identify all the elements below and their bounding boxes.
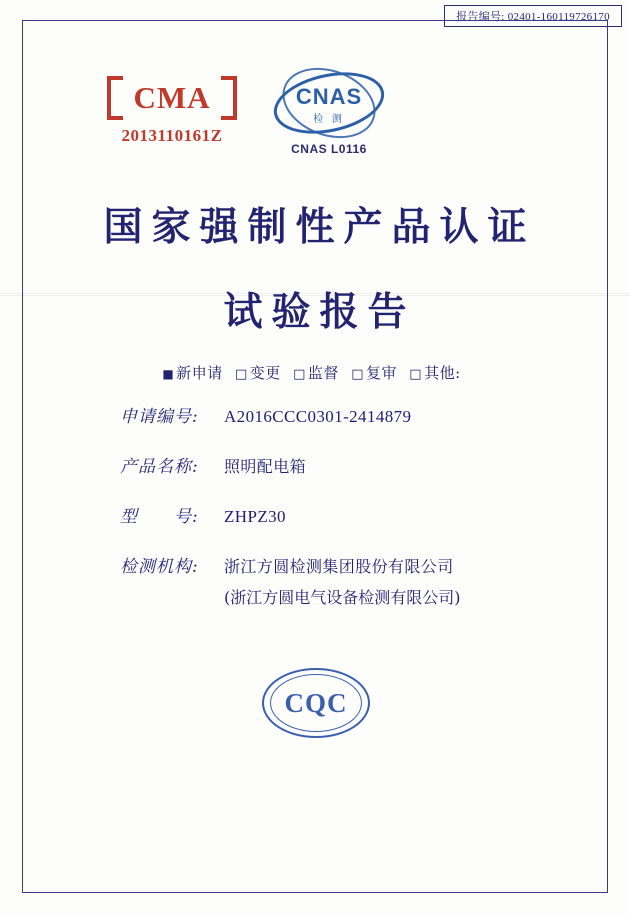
cqc-seal	[262, 668, 370, 738]
document-title: 国家强制性产品认证	[103, 204, 536, 250]
cnas-subtitle: 检 测	[313, 114, 345, 125]
cnas-logo-icon	[269, 68, 389, 142]
field-application-number	[120, 402, 590, 427]
cnas-code: CNAS L0116	[291, 142, 367, 156]
checkbox-supervision[interactable]: □ 监督	[293, 364, 339, 382]
document-subtitle: 试验报告	[223, 289, 416, 335]
cma-letters: CMA	[133, 80, 211, 115]
document-fields	[120, 402, 590, 608]
field-label-testing-organization: 检测机构:	[120, 557, 199, 577]
checkbox-change[interactable]: □ 变更	[235, 364, 281, 382]
checkbox-other[interactable]: □ 其他:	[409, 364, 460, 382]
field-model	[120, 502, 590, 527]
field-label-model: 型 号:	[120, 507, 199, 527]
report-number-text: 报告编号: 02401-160119726170	[456, 11, 610, 23]
field-product-name	[120, 452, 590, 477]
field-value-model: ZHPZ30	[224, 507, 286, 526]
field-label-application-number: 申请编号:	[120, 407, 199, 427]
certification-marks-row	[22, 68, 608, 168]
field-label-product-name: 产品名称:	[120, 457, 199, 477]
application-type-checkboxes	[22, 362, 608, 383]
field-value-testing-organization-alt: (浙江方圆电气设备检测有限公司)	[224, 588, 461, 607]
field-value-application-number: A2016CCC0301-2414879	[224, 407, 412, 426]
cma-code: 2013110161Z	[121, 126, 223, 145]
checkbox-new-application[interactable]: ■ 新申请	[162, 364, 222, 382]
checkbox-review[interactable]: □ 复审	[351, 364, 397, 382]
cnas-mark	[234, 68, 424, 156]
field-value-testing-organization: 浙江方圆检测集团股份有限公司	[224, 557, 454, 576]
cnas-letters: CNAS	[295, 84, 363, 109]
field-value-product-name: 照明配电箱	[224, 457, 307, 476]
cma-logo-icon	[107, 76, 237, 120]
cqc-letters: CQC	[284, 688, 348, 718]
field-testing-organization	[120, 552, 590, 608]
